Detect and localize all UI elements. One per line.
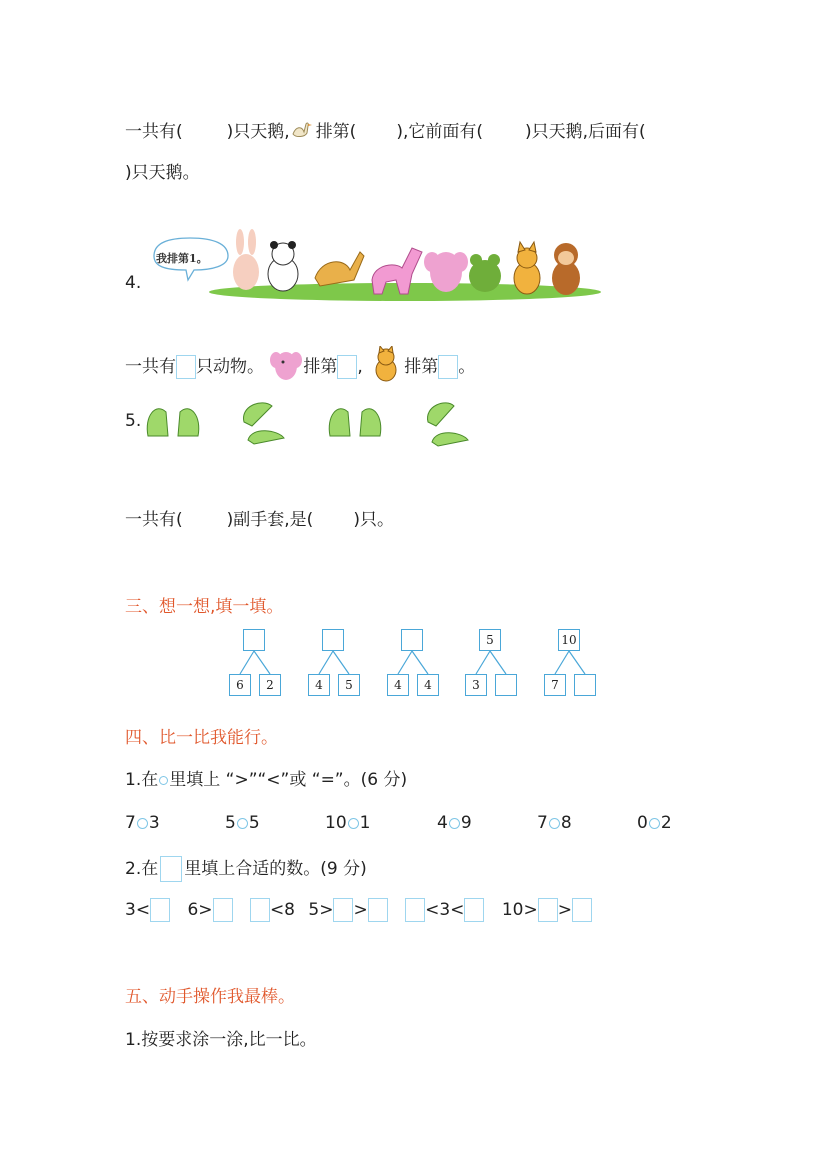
fill-box[interactable] bbox=[572, 898, 592, 922]
compare-circle[interactable] bbox=[237, 818, 248, 829]
tree-left-box: 4 bbox=[387, 674, 409, 696]
section5-title: 五、动手操作我最棒。 bbox=[125, 987, 295, 1007]
q4-number: 4. bbox=[125, 273, 142, 293]
section3-title: 三、想一想,填一填。 bbox=[125, 597, 284, 617]
compare-item: 0 2 bbox=[637, 813, 672, 833]
compare-item: 5 5 bbox=[225, 813, 260, 833]
fill-box[interactable] bbox=[368, 898, 388, 922]
rabbit-icon bbox=[233, 229, 259, 290]
fill-box[interactable] bbox=[333, 898, 353, 922]
tree-left-box: 3 bbox=[465, 674, 487, 696]
section5-q1: 1.按要求涂一涂,比一比。 bbox=[125, 1030, 317, 1050]
glove-pair-icon bbox=[428, 403, 468, 446]
glove-pair-icon bbox=[244, 403, 284, 444]
cat-icon bbox=[514, 242, 540, 294]
fill-box[interactable] bbox=[538, 898, 558, 922]
animal-row-illustration bbox=[150, 228, 605, 306]
elephant-rank-box[interactable] bbox=[337, 355, 357, 379]
tree-top-box[interactable] bbox=[243, 629, 265, 651]
cat-rank-box[interactable] bbox=[438, 355, 458, 379]
tree-left-box: 4 bbox=[308, 674, 330, 696]
panda-icon bbox=[268, 241, 298, 291]
glove-pair-icon bbox=[329, 409, 381, 436]
tree-right-box: 4 bbox=[417, 674, 439, 696]
q5-number: 5. bbox=[125, 411, 142, 431]
tree-top-box: 5 bbox=[479, 629, 501, 651]
tree-top-box[interactable] bbox=[322, 629, 344, 651]
tree-left-box: 6 bbox=[229, 674, 251, 696]
compare-circle[interactable] bbox=[137, 818, 148, 829]
gloves-illustration bbox=[144, 396, 474, 448]
tree-right-box[interactable] bbox=[574, 674, 596, 696]
compare-item: 10 1 bbox=[325, 813, 371, 833]
swan-question-line2: )只天鹅。 bbox=[125, 163, 200, 183]
tree-right-box[interactable] bbox=[495, 674, 517, 696]
cat-icon bbox=[368, 346, 404, 382]
number-bond-trees bbox=[0, 620, 826, 700]
fill-box[interactable] bbox=[464, 898, 484, 922]
deer-icon bbox=[315, 252, 364, 286]
fill-box[interactable] bbox=[405, 898, 425, 922]
compare-item: 7 3 bbox=[125, 813, 160, 833]
elephant-icon bbox=[269, 348, 303, 382]
q4-answer-line: 一共有 只动物。 排第 , 排第 。 bbox=[125, 346, 475, 382]
circle-icon bbox=[159, 776, 168, 785]
box-icon bbox=[160, 856, 182, 882]
compare-item: 7 8 bbox=[537, 813, 572, 833]
section4-title: 四、比一比我能行。 bbox=[125, 728, 278, 748]
compare-item: 4 9 bbox=[437, 813, 472, 833]
swan-question-line1: 一共有( )只天鹅, 排第( ),它前面有( )只天鹅,后面有( bbox=[125, 122, 646, 142]
monkey-icon bbox=[552, 243, 580, 295]
fill-box[interactable] bbox=[150, 898, 170, 922]
tree-top-box[interactable] bbox=[401, 629, 423, 651]
compare-circle[interactable] bbox=[549, 818, 560, 829]
tree-left-box: 7 bbox=[544, 674, 566, 696]
section4-q1: 1.在 里填上 “>”“<”或 “=”。(6 分) bbox=[125, 770, 408, 790]
swan-icon bbox=[290, 120, 316, 140]
fill-box[interactable] bbox=[250, 898, 270, 922]
frog-icon bbox=[469, 254, 501, 292]
tree-top-box: 10 bbox=[558, 629, 580, 651]
fill-row: 3< 6> <8 5> > <3< 10> > bbox=[125, 898, 592, 922]
q5-answer-line: 一共有( )副手套,是( )只。 bbox=[125, 510, 394, 530]
fill-box[interactable] bbox=[213, 898, 233, 922]
tree-right-box: 5 bbox=[338, 674, 360, 696]
compare-circle[interactable] bbox=[348, 818, 359, 829]
glove-pair-icon bbox=[147, 409, 199, 436]
animal-count-box[interactable] bbox=[176, 355, 196, 379]
compare-circle[interactable] bbox=[649, 818, 660, 829]
compare-circle[interactable] bbox=[449, 818, 460, 829]
section4-q2: 2.在 里填上合适的数。(9 分) bbox=[125, 856, 367, 882]
speech-bubble-text: 我排第1。 bbox=[156, 252, 208, 265]
tree-right-box: 2 bbox=[259, 674, 281, 696]
